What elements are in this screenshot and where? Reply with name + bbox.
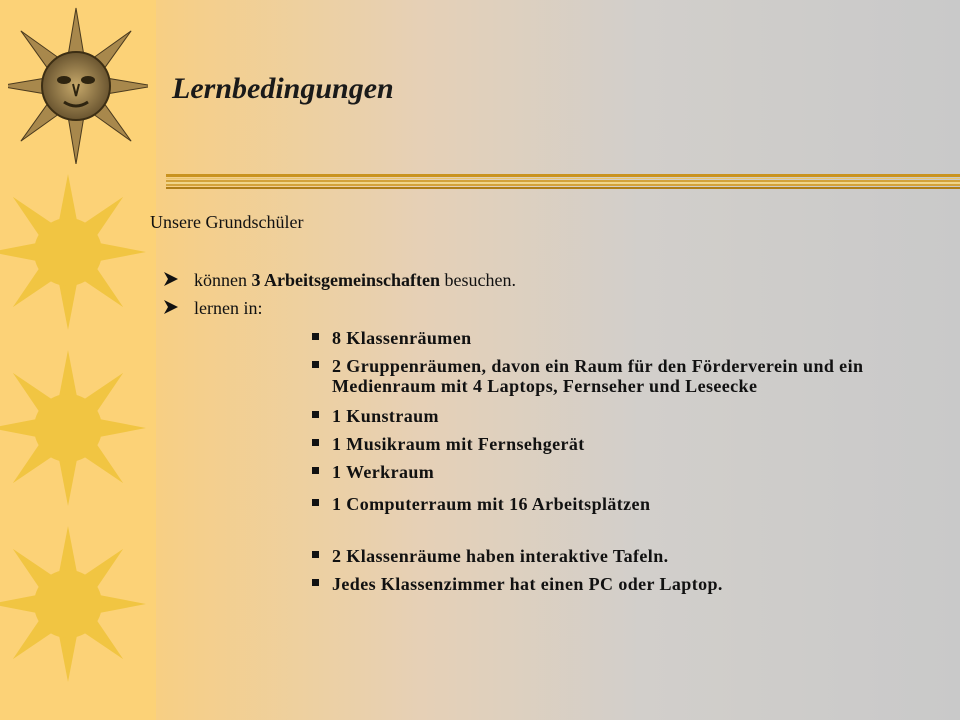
square-bullet-icon [312, 361, 319, 368]
square-bullet-icon [312, 439, 319, 446]
room-item: 1 Kunstraum [312, 406, 932, 426]
room-item: 8 Klassenräumen [312, 328, 932, 348]
sun-face-icon [8, 4, 148, 164]
slide-title: Lernbedingungen [172, 72, 394, 105]
arrow-bullet-icon [164, 300, 178, 314]
sun-icon [0, 348, 150, 508]
room-item: 1 Musikraum mit Fernsehgerät [312, 434, 932, 454]
room-item: 1 Werkraum [312, 462, 932, 482]
arrow-bullet-icon [164, 272, 178, 286]
intro-text: Unsere Grundschüler [150, 212, 304, 232]
room-item: 1 Computerraum mit 16 Arbeitsplätzen [312, 494, 932, 514]
title-divider [166, 172, 960, 192]
fact-item: 2 Klassenräume haben interaktive Tafeln. [312, 546, 932, 566]
sun-icon [0, 172, 150, 332]
sun-icon [0, 524, 150, 684]
square-bullet-icon [312, 411, 319, 418]
room-item: 2 Gruppenräumen, davon ein Raum für den Förderverein und ein Medienraum mit 4 Laptops, Fernseher und Leseecke [312, 356, 932, 396]
square-bullet-icon [312, 499, 319, 506]
square-bullet-icon [312, 333, 319, 340]
fact-item: Jedes Klassenzimmer hat einen PC oder Laptop. [312, 574, 932, 594]
square-bullet-icon [312, 467, 319, 474]
square-bullet-icon [312, 551, 319, 558]
square-bullet-icon [312, 579, 319, 586]
